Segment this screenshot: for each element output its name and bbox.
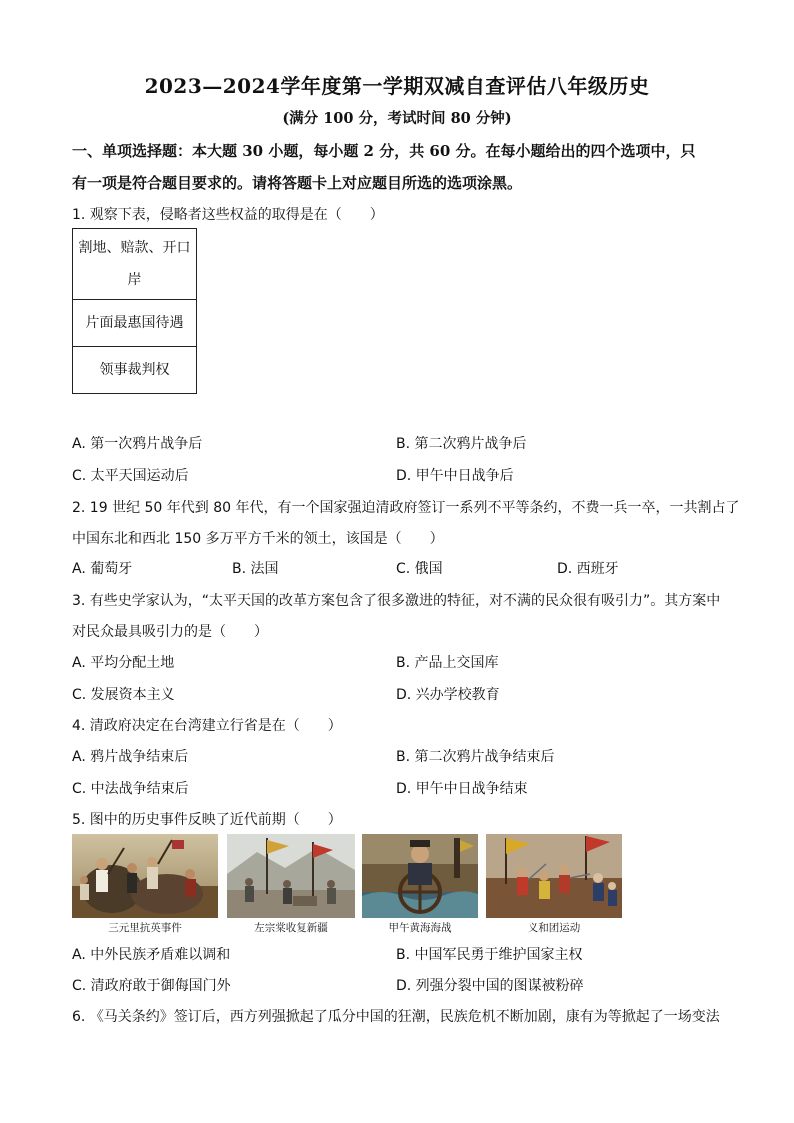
q3-option-a[interactable]: A. 平均分配土地 — [72, 655, 175, 671]
image-caption: 甲午黄海海战 — [388, 922, 452, 934]
sanyuanli-painting — [72, 834, 218, 918]
q4-option-c[interactable]: C. 中法战争结束后 — [72, 781, 189, 797]
q4-stem: 4. 清政府决定在台湾建立行省是在（ ） — [72, 718, 342, 734]
q1-table-cell: 领事裁判权 — [73, 347, 197, 394]
q5-option-b[interactable]: B. 中国军民勇于维护国家主权 — [396, 947, 583, 963]
q5-option-d[interactable]: D. 列强分裂中国的图谋被粉碎 — [396, 978, 584, 994]
zuo-zongtang-painting — [227, 834, 355, 918]
section-instruction-line2: 有一项是符合题目要求的。请将答题卡上对应题目所选的选项涂黑。 — [72, 174, 523, 192]
q2-option-a[interactable]: A. 葡萄牙 — [72, 561, 133, 577]
image-caption: 三元里抗英事件 — [108, 922, 182, 934]
q2-stem-line2: 中国东北和西北 150 多万平方千米的领土，该国是（ ） — [72, 531, 444, 547]
q3-option-b[interactable]: B. 产品上交国库 — [396, 655, 499, 671]
q1-table — [72, 228, 197, 394]
q1-stem: 1. 观察下表，侵略者这些权益的取得是在（ ） — [72, 207, 384, 223]
q4-option-a[interactable]: A. 鸦片战争结束后 — [72, 749, 189, 765]
section-instruction-line1: 一、单项选择题：本大题 30 小题，每小题 2 分，共 60 分。在每小题给出的四个选项中，只 — [72, 142, 696, 160]
q2-option-c[interactable]: C. 俄国 — [396, 561, 443, 577]
q1-option-b[interactable]: B. 第二次鸦片战争后 — [396, 436, 527, 452]
boxer-movement-painting — [486, 834, 622, 918]
q1-table-cell: 割地、赔款、开口岸 — [73, 229, 197, 300]
page-title: 2023—2024学年度第一学期双减自查评估八年级历史 — [144, 74, 650, 98]
q4-option-b[interactable]: B. 第二次鸦片战争结束后 — [396, 749, 555, 765]
q6-stem-line1: 6. 《马关条约》签订后，西方列强掀起了瓜分中国的狂潮，民族危机不断加剧，康有为等掀起了一场变法 — [72, 1009, 720, 1025]
yellow-sea-battle-painting — [362, 834, 478, 918]
q2-option-d[interactable]: D. 西班牙 — [557, 561, 619, 577]
q4-option-d[interactable]: D. 甲午中日战争结束 — [396, 781, 528, 797]
q2-stem-line1: 2. 19 世纪 50 年代到 80 年代，有一个国家强迫清政府签订一系列不平等条约，不费一兵一卒，一共割占了 — [72, 500, 740, 516]
image-caption: 左宗棠收复新疆 — [254, 922, 328, 934]
q2-option-b[interactable]: B. 法国 — [232, 561, 279, 577]
q3-stem-line1: 3. 有些史学家认为，“太平天国的改革方案包含了很多激进的特征，对不满的民众很有吸引力”。其方案中 — [72, 593, 721, 609]
q5-option-c[interactable]: C. 清政府敢于御侮国门外 — [72, 978, 231, 994]
q3-stem-line2: 对民众最具吸引力的是（ ） — [72, 624, 268, 640]
q1-option-c[interactable]: C. 太平天国运动后 — [72, 468, 189, 484]
q5-option-a[interactable]: A. 中外民族矛盾难以调和 — [72, 947, 231, 963]
q1-option-a[interactable]: A. 第一次鸦片战争后 — [72, 436, 203, 452]
q1-table-cell: 片面最惠国待遇 — [73, 300, 197, 347]
page-subtitle: (满分 100 分，考试时间 80 分钟) — [282, 110, 512, 127]
q3-option-d[interactable]: D. 兴办学校教育 — [396, 687, 500, 703]
q3-option-c[interactable]: C. 发展资本主义 — [72, 687, 175, 703]
q5-stem: 5. 图中的历史事件反映了近代前期（ ） — [72, 812, 342, 828]
q1-option-d[interactable]: D. 甲午中日战争后 — [396, 468, 514, 484]
image-caption: 义和团运动 — [527, 922, 581, 934]
